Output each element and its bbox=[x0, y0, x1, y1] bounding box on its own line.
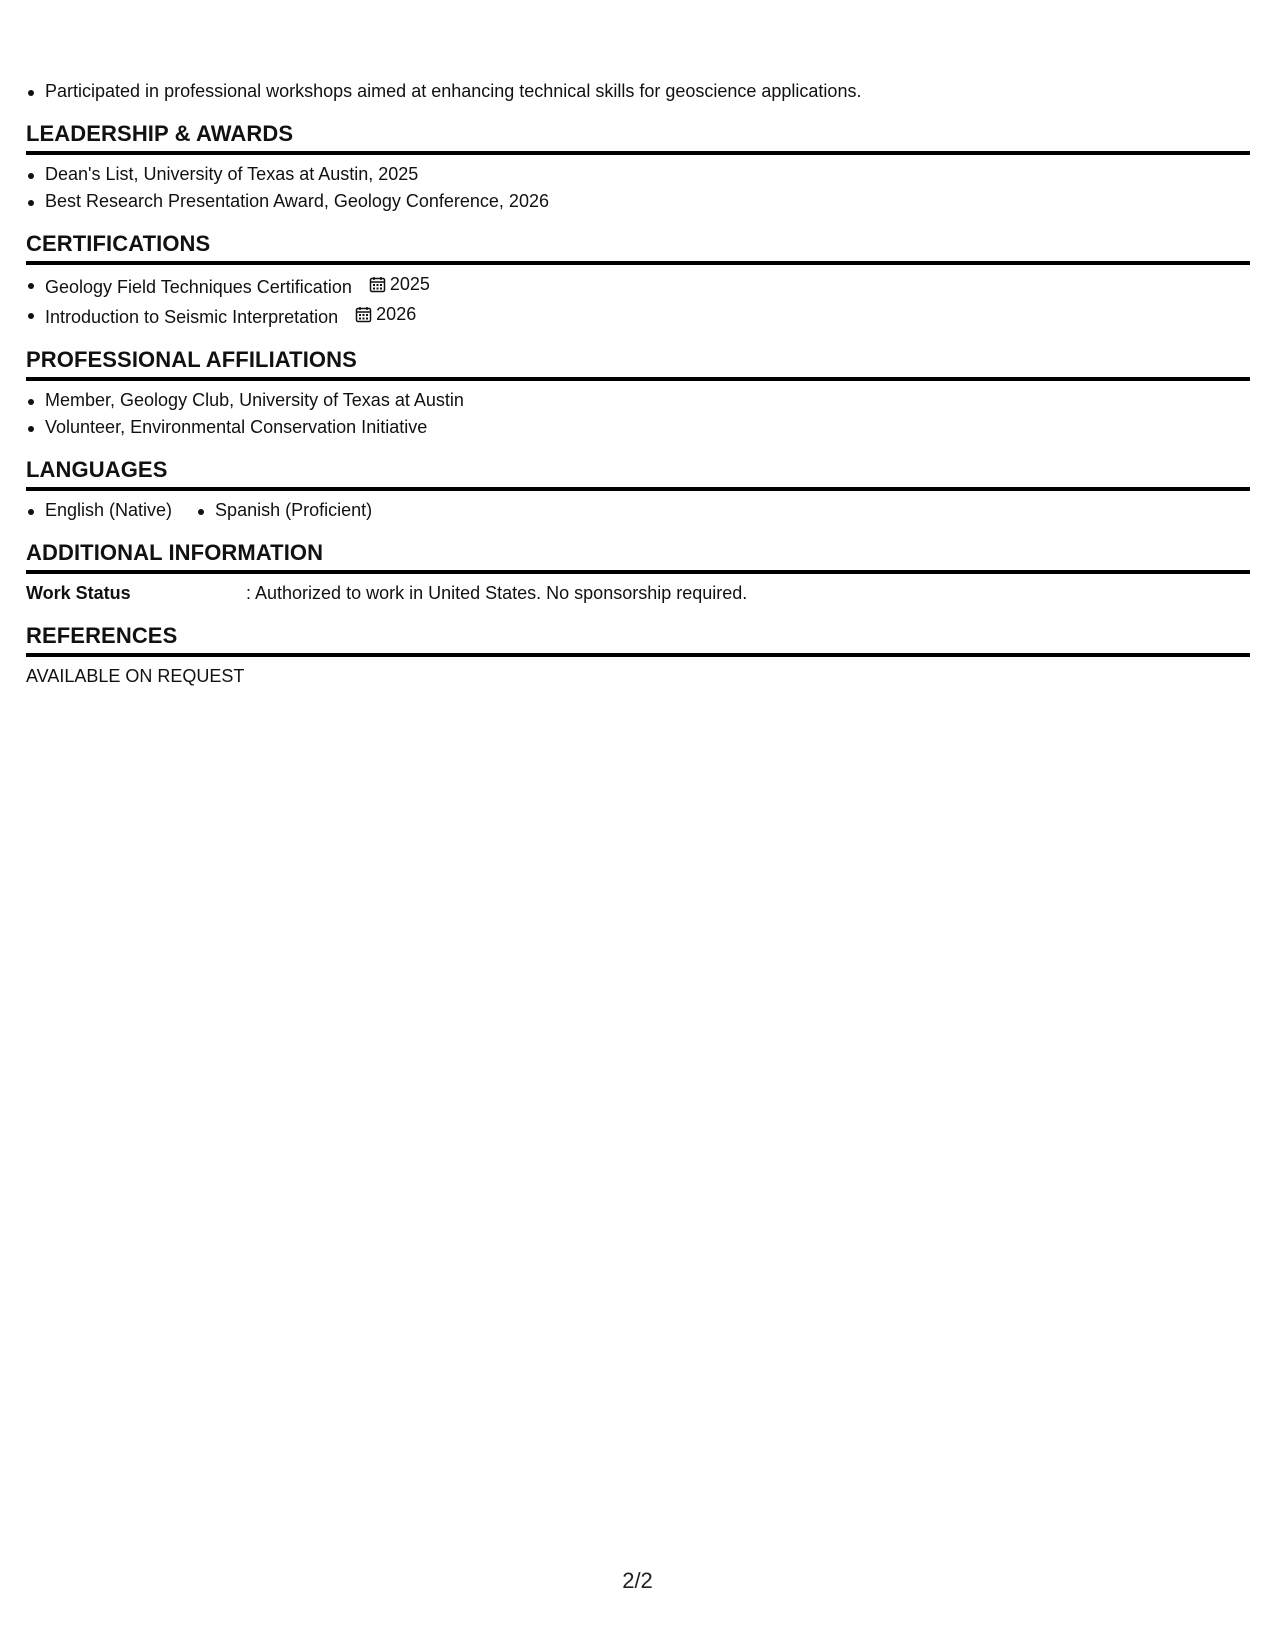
section-title: REFERENCES bbox=[26, 621, 1250, 657]
affiliations-list bbox=[26, 387, 1250, 441]
section-body bbox=[26, 574, 1250, 607]
work-status-row bbox=[26, 580, 1250, 607]
section-body bbox=[26, 381, 1250, 441]
section-body bbox=[26, 155, 1250, 215]
calendar-icon bbox=[355, 306, 372, 323]
certification-date bbox=[355, 301, 416, 328]
resume-page bbox=[26, 78, 1250, 690]
certification-date bbox=[369, 271, 430, 298]
list-item: Spanish (Proficient) bbox=[196, 497, 372, 524]
certifications-list bbox=[26, 271, 1250, 331]
awards-list bbox=[26, 161, 1250, 215]
section-professional-affiliations bbox=[26, 345, 1250, 441]
section-leadership-awards bbox=[26, 119, 1250, 215]
list-item: Member, Geology Club, University of Texas at Austin bbox=[26, 387, 1250, 414]
section-title: PROFESSIONAL AFFILIATIONS bbox=[26, 345, 1250, 381]
certification-name: Geology Field Techniques Certification bbox=[45, 277, 352, 297]
work-status-label: Work Status bbox=[26, 583, 131, 603]
work-status-value: : Authorized to work in United States. No sponsorship required. bbox=[246, 583, 748, 603]
section-body bbox=[26, 657, 1250, 690]
certification-name: Introduction to Seismic Interpretation bbox=[45, 307, 339, 327]
list-item bbox=[26, 271, 1250, 301]
page-number: 2/2 bbox=[622, 1568, 653, 1593]
calendar-icon bbox=[369, 276, 386, 293]
section-title: LANGUAGES bbox=[26, 455, 1250, 491]
section-title: LEADERSHIP & AWARDS bbox=[26, 119, 1250, 155]
list-item: English (Native) bbox=[26, 497, 172, 524]
section-body bbox=[26, 491, 1250, 524]
section-references bbox=[26, 621, 1250, 690]
section-certifications bbox=[26, 229, 1250, 331]
certification-year: 2026 bbox=[376, 304, 417, 324]
list-item: Dean's List, University of Texas at Austin, 2025 bbox=[26, 161, 1250, 188]
list-item: Best Research Presentation Award, Geology Conference, 2026 bbox=[26, 188, 1250, 215]
list-item: Volunteer, Environmental Conservation Initiative bbox=[26, 414, 1250, 441]
section-languages bbox=[26, 455, 1250, 524]
list-item bbox=[26, 301, 1250, 331]
section-body bbox=[26, 265, 1250, 331]
certification-year: 2025 bbox=[389, 274, 430, 294]
section-additional-information bbox=[26, 538, 1250, 607]
references-text: AVAILABLE ON REQUEST bbox=[26, 666, 245, 686]
list-item: Participated in professional workshops aimed at enhancing technical skills for geoscience applications. bbox=[26, 78, 1250, 105]
section-title: ADDITIONAL INFORMATION bbox=[26, 538, 1250, 574]
continued-list bbox=[26, 78, 1250, 105]
languages-list bbox=[26, 497, 1250, 524]
section-title: CERTIFICATIONS bbox=[26, 229, 1250, 265]
